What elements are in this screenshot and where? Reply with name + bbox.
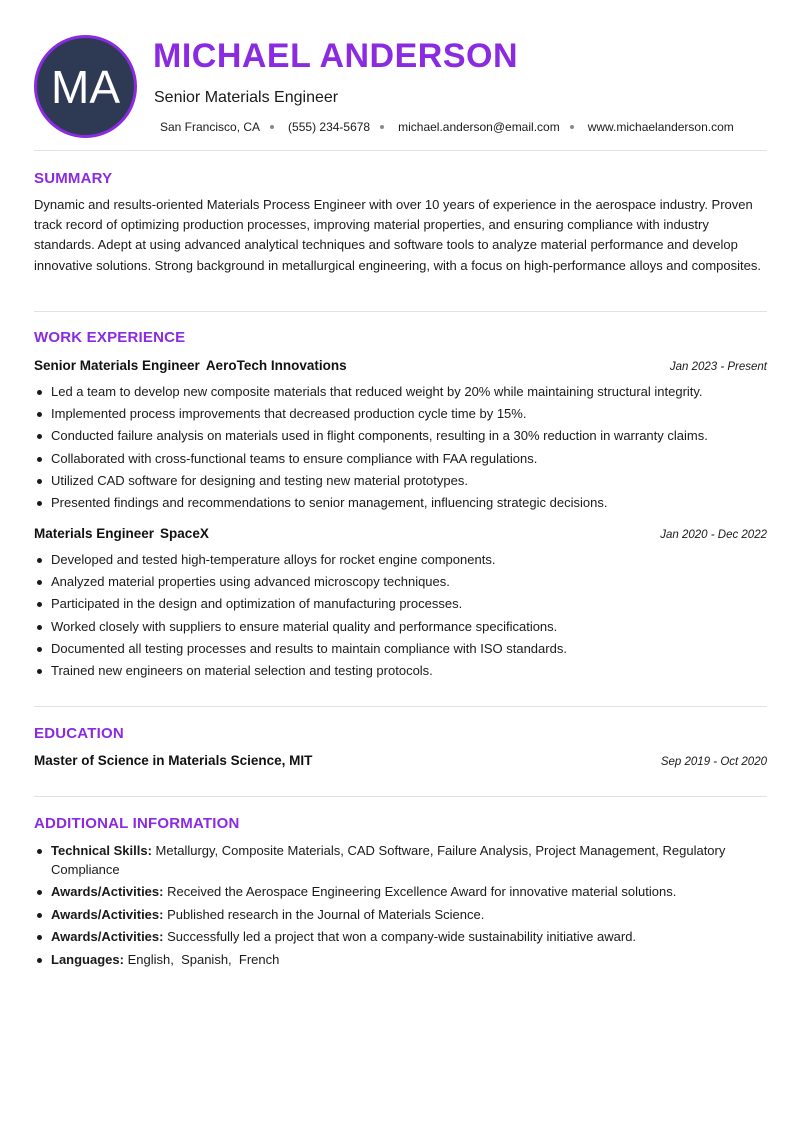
- divider: [34, 706, 767, 707]
- education-dates: Sep 2019 - Oct 2020: [660, 756, 767, 768]
- job-header: [34, 358, 767, 373]
- list-item: Trained new engineers on material selection and testing protocols.: [34, 660, 767, 682]
- contact-bar: [160, 120, 734, 134]
- contact-phone[interactable]: (555) 234-5678: [288, 120, 371, 134]
- info-text: Published research in the Journal of Materials Science.: [167, 906, 485, 922]
- list-item: [34, 951, 754, 970]
- section-title-experience: WORK EXPERIENCE: [34, 329, 186, 346]
- contact-email[interactable]: michael.anderson@email.com: [398, 120, 560, 134]
- info-text: Metallurgy, Composite Materials, CAD Software, Failure Analysis, Project Management, Regulatory Compliance: [51, 843, 726, 877]
- list-item: [34, 906, 754, 925]
- info-label: Languages:: [51, 951, 124, 967]
- list-item: Utilized CAD software for designing and testing new material prototypes.: [34, 470, 767, 492]
- list-item: Implemented process improvements that decreased production cycle time by 15%.: [34, 403, 767, 425]
- divider: [34, 311, 767, 312]
- education-degree: Master of Science in Materials Science, MIT: [34, 753, 313, 768]
- job-company: SpaceX: [160, 526, 209, 541]
- list-item: Analyzed material properties using advanced microscopy techniques.: [34, 571, 767, 593]
- list-item: Presented findings and recommendations to senior management, influencing strategic decisions.: [34, 492, 767, 514]
- separator-dot-icon: [270, 125, 274, 129]
- list-item: [34, 928, 754, 947]
- separator-dot-icon: [380, 125, 384, 129]
- list-item: Worked closely with suppliers to ensure material quality and performance specifications.: [34, 616, 767, 638]
- job-position: Senior Materials Engineer: [34, 358, 200, 373]
- candidate-role: Senior Materials Engineer: [154, 89, 339, 106]
- list-item: [34, 883, 754, 902]
- separator-dot-icon: [570, 125, 574, 129]
- avatar: [34, 35, 137, 138]
- job-position: Materials Engineer: [34, 526, 155, 541]
- section-title-summary: SUMMARY: [34, 170, 113, 187]
- job-title: [34, 358, 347, 373]
- contact-location: San Francisco, CA: [160, 120, 261, 134]
- list-item: Collaborated with cross-functional teams to ensure compliance with FAA regulations.: [34, 448, 767, 470]
- job-dates: Jan 2020 - Dec 2022: [660, 529, 767, 541]
- info-text: Received the Aerospace Engineering Excellence Award for innovative material solutions.: [167, 884, 677, 899]
- job-dates: Jan 2023 - Present: [669, 361, 767, 373]
- list-item: Conducted failure analysis on materials used in flight components, resulting in a 30% reduction in warranty claims.: [34, 425, 767, 447]
- info-text: English, Spanish, French: [127, 951, 280, 967]
- list-item: [34, 842, 754, 879]
- divider: [34, 796, 767, 797]
- info-label: Technical Skills:: [51, 843, 152, 858]
- list-item: Participated in the design and optimization of manufacturing processes.: [34, 593, 767, 615]
- additional-info-list: [34, 842, 754, 973]
- job-title: [34, 526, 209, 541]
- job-bullet-list: [34, 549, 767, 682]
- summary-text: Dynamic and results-oriented Materials Process Engineer with over 10 years of experience in the aerospace industry. Proven track record of optimizing production processes, improving material properties, and ensuring compliance with industry standards. Adept at using advanced analytical techniques and software tools to analyze material performance and develop innovative solutions. Strong background in metallurgical engineering, with a focus on high-performance alloys and composites.: [34, 197, 761, 273]
- avatar-initials: MA: [51, 60, 120, 113]
- section-title-additional: ADDITIONAL INFORMATION: [34, 815, 240, 832]
- job-header: [34, 526, 767, 541]
- info-text: Successfully led a project that won a company-wide sustainability initiative award.: [167, 929, 637, 944]
- job-company: AeroTech Innovations: [205, 358, 347, 373]
- education-entry: [34, 753, 767, 768]
- info-label: Awards/Activities:: [51, 929, 164, 944]
- contact-website[interactable]: www.michaelanderson.com: [587, 120, 734, 134]
- divider: [34, 150, 767, 151]
- info-label: Awards/Activities:: [51, 906, 164, 922]
- candidate-name: MICHAEL ANDERSON: [153, 37, 519, 75]
- section-title-education: EDUCATION: [34, 725, 124, 742]
- list-item: Developed and tested high-temperature alloys for rocket engine components.: [34, 549, 767, 571]
- job-bullet-list: [34, 381, 767, 514]
- list-item: Led a team to develop new composite materials that reduced weight by 20% while maintaining structural integrity.: [34, 381, 767, 403]
- info-label: Awards/Activities:: [51, 884, 164, 899]
- list-item: Documented all testing processes and results to maintain compliance with ISO standards.: [34, 638, 767, 660]
